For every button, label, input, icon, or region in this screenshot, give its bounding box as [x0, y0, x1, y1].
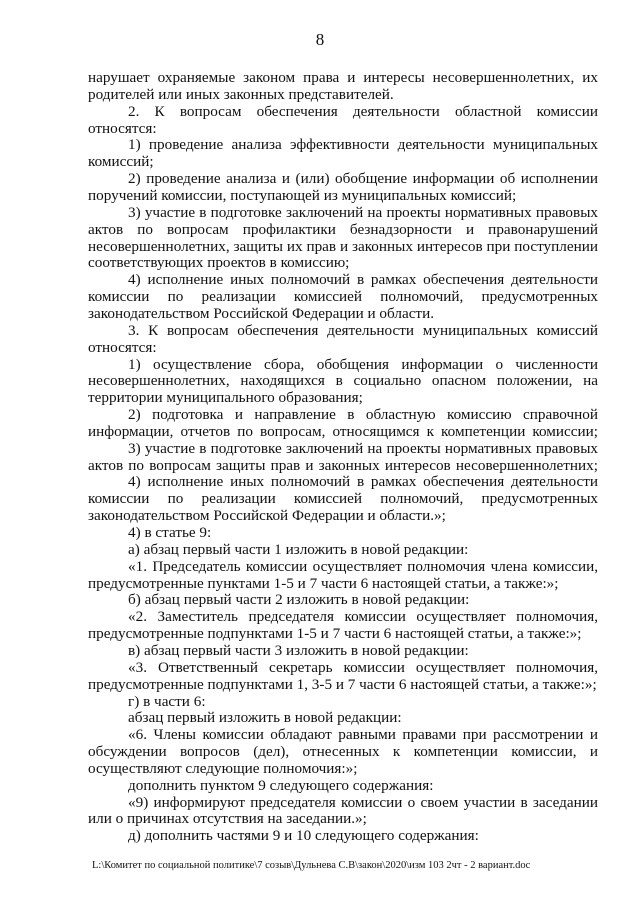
text-line: д) дополнить частями 9 и 10 следующего содержания: [128, 827, 479, 845]
page-number: 8 [315, 30, 325, 49]
text-line: «2. Заместитель председателя комиссии осуществляет полномочия, [128, 608, 598, 626]
text-line: поручений комиссии, поступающей из муниципальных комиссий; [88, 187, 517, 204]
text-line: предусмотренные подпунктами 1, 3-5 и 7 части 6 настоящей статьи, а также:»; [88, 675, 597, 693]
file-path-footer: L:\Комитет по социальной политике\7 созыв\Дульнева С.В\закон\2020\изм 103 2чт - 2 вариант.doc [92, 860, 531, 871]
text-line: комиссии по реализации комиссией полномочий, предусмотренных [88, 490, 598, 508]
text-line: актов по вопросам защиты прав и законных интересов несовершеннолетних; [88, 456, 598, 474]
text-line: территории муниципального образования; [88, 389, 363, 407]
text-line: «6. Члены комиссии обладают равными правами при рассмотрении и [128, 726, 598, 744]
text-line: г) в части 6: [128, 692, 206, 710]
text-line: относятся: [88, 338, 157, 356]
text-line: 3) участие в подготовке заключений на проекты нормативных правовых [128, 439, 598, 457]
text-line: 4) в статье 9: [128, 524, 212, 541]
text-line: или о причинах отсутствия на заседании.»; [88, 810, 367, 828]
text-line: нарушает охраняемые законом права и интересы несовершеннолетних, их [88, 69, 598, 86]
text-line: 4) исполнение иных полномочий в рамках обеспечения деятельности [128, 271, 598, 289]
text-line: «1. Председатель комиссии осуществляет полномочия члена комиссии, [128, 557, 598, 575]
text-line: обсуждении вопросов (дел), отнесенных к компетенции комиссии, и [88, 743, 598, 760]
text-line: предусмотренные подпунктами 1-5 и 7 части 6 настоящей статьи, а также:»; [88, 625, 582, 643]
text-line: а) абзац первый части 1 изложить в новой редакции: [128, 540, 469, 558]
text-line: 2. К вопросам обеспечения деятельности областной комиссии [128, 102, 598, 120]
text-line: 1) осуществление сбора, обобщения информации о численности [128, 355, 598, 373]
text-line: комиссии по реализации комиссией полномочий, предусмотренных [88, 288, 598, 306]
text-line: соответствующих проектов в комиссию; [88, 254, 350, 272]
text-line: 1) проведение анализа эффективности деятельности муниципальных [128, 136, 598, 154]
text-line: несовершеннолетних, находящихся в социально опасном положении, на [88, 372, 598, 390]
text-line: 3) участие в подготовке заключений на проекты нормативных правовых [128, 203, 598, 221]
text-line: относятся: [88, 119, 157, 137]
text-line: комиссий; [88, 153, 154, 171]
text-line: актов по вопросам профилактики безнадзорности и правонарушений [88, 220, 598, 238]
text-line: 3. К вопросам обеспечения деятельности муниципальных комиссий [128, 321, 598, 339]
text-line: 2) подготовка и направление в областную комиссию справочной [128, 406, 598, 423]
text-line: в) абзац первый части 3 изложить в новой редакции: [128, 641, 469, 659]
text-line: информации, отчетов по вопросам, относящимся к компетенции комиссии; [88, 422, 598, 440]
text-line: «9) информируют председателя комиссии о своем участии в заседании [128, 793, 598, 811]
text-line: абзац первый изложить в новой редакции: [128, 709, 402, 727]
text-line: «3. Ответственный секретарь комиссии осуществляет полномочия, [128, 658, 598, 676]
text-line: законодательством Российской Федерации и области. [88, 304, 434, 322]
text-line: 2) проведение анализа и (или) обобщение информации об исполнении [128, 170, 598, 188]
text-line: законодательством Российской Федерации и области.»; [88, 507, 446, 525]
text-line: 4) исполнение иных полномочий в рамках обеспечения деятельности [128, 473, 598, 491]
text-line: родителей или иных законных представителей. [88, 85, 394, 103]
text-line: предусмотренные пунктами 1-5 и 7 части 6 настоящей статьи, а также:»; [88, 574, 559, 592]
text-line: осуществляют следующие полномочия:»; [88, 759, 358, 777]
text-line: б) абзац первый части 2 изложить в новой редакции: [128, 591, 470, 609]
text-line: дополнить пунктом 9 следующего содержания: [128, 776, 434, 794]
text-line: несовершеннолетних, защиты их прав и законных интересов при поступлении [88, 237, 598, 255]
